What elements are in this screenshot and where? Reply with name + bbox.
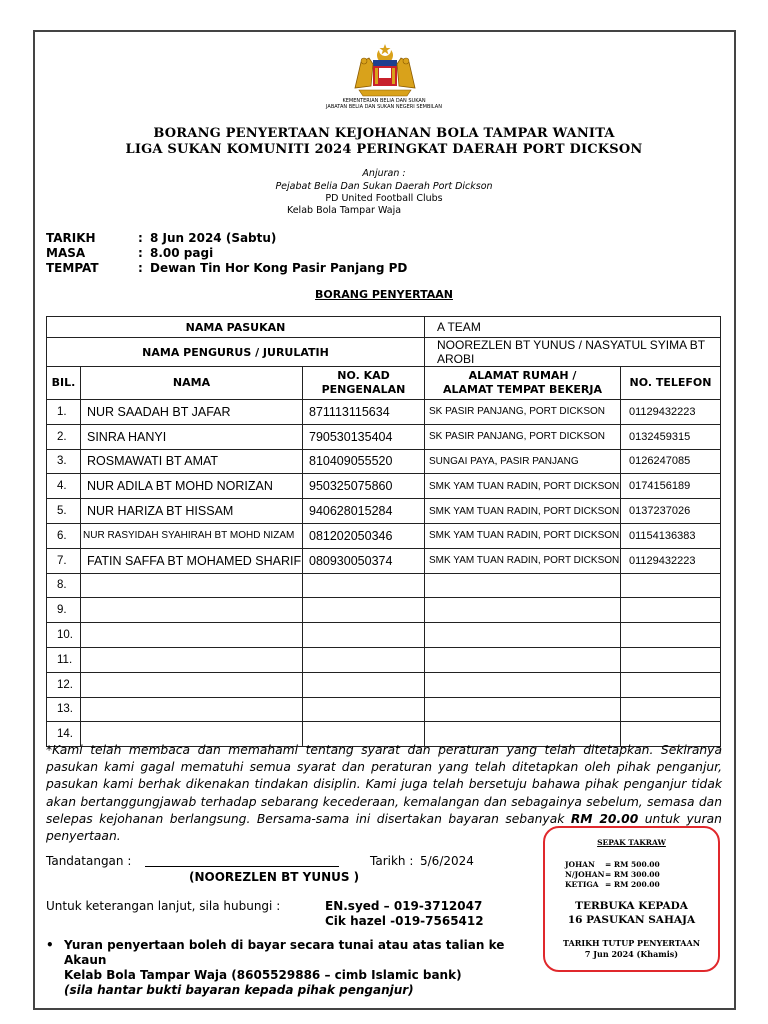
contact-person-2: Cik hazel -019-7565412 [325,914,484,928]
prize-title: SEPAK TAKRAW [597,838,666,847]
row-number: 6. [47,523,81,548]
row-address [425,647,621,672]
row-telefon: 0132459315 [621,424,721,449]
manager-row [47,338,721,367]
table-row [47,424,721,449]
entry-table [46,316,721,747]
row-telefon [621,573,721,598]
table-row [47,623,721,648]
separator: : [138,261,143,275]
table-row [47,449,721,474]
row-telefon: 01154136383 [621,523,721,548]
entry-fee: RM 20.00 [570,811,639,826]
row-number: 11. [47,647,81,672]
row-name: FATIN SAFFA BT MOHAMED SHARIF [81,548,303,573]
event-date-value: 8 Jun 2024 (Sabtu) [150,231,277,245]
row-number: 1. [47,400,81,425]
prize-row-ketiga: KETIGA = RM 200.00 [565,880,660,889]
row-ic [303,697,425,722]
ministry-name: KEMENTERIAN BELIA DAN SUKAN [342,98,426,104]
row-telefon: 01129432223 [621,400,721,425]
separator: : [138,231,143,245]
row-number: 14. [47,722,81,747]
row-address [425,573,621,598]
row-name: NUR ADILA BT MOHD NORIZAN [81,474,303,499]
table-row [47,647,721,672]
row-name: SINRA HANYI [81,424,303,449]
ministry-crest-logo [345,42,425,104]
row-number: 7. [47,548,81,573]
table-row [47,548,721,573]
event-venue-value: Dewan Tin Hor Kong Pasir Panjang PD [150,261,408,275]
row-name [81,647,303,672]
row-ic: 871113115634 [303,400,425,425]
row-address [425,598,621,623]
event-venue-row [46,261,407,275]
row-ic [303,573,425,598]
row-telefon [621,623,721,648]
anjuran-label: Anjuran : [362,168,406,179]
organizer-3: Kelab Bola Tampar Waja [286,205,402,216]
row-address [425,672,621,697]
event-venue-label: TEMPAT [46,261,99,275]
closing-date-value: 7 Jun 2024 (Khamis) [584,949,679,959]
row-ic: 810409055520 [303,449,425,474]
row-telefon: 0126247085 [621,449,721,474]
row-number: 9. [47,598,81,623]
row-address: SMK YAM TUAN RADIN, PORT DICKSON [425,499,621,524]
col-address: ALAMAT RUMAH / ALAMAT TEMPAT BEKERJA [425,367,621,400]
row-name [81,697,303,722]
team-name-row [47,317,721,338]
bullet-icon: • [46,938,54,952]
row-address: SUNGAI PAYA, PASIR PANJANG [425,449,621,474]
row-address: SK PASIR PANJANG, PORT DICKSON [425,400,621,425]
table-row [47,598,721,623]
event-date-row [46,231,276,245]
col-bil: BIL. [47,367,81,400]
signature-line [145,866,339,867]
event-time-value: 8.00 pagi [150,246,214,260]
department-name: JABATAN BELIA DAN SUKAN NEGERI SEMBILAN [326,104,442,110]
row-telefon: 0174156189 [621,474,721,499]
prize-row-johan: JOHAN = RM 500.00 [565,860,660,869]
table-row [47,697,721,722]
form-title-line1: BORANG PENYERTAAN KEJOHANAN BOLA TAMPAR WANITA [153,126,615,141]
row-ic [303,623,425,648]
row-telefon [621,598,721,623]
team-name-value: A TEAM [425,317,721,338]
organizer-1: Pejabat Belia Dan Sukan Daerah Port Dickson [275,181,493,192]
signer-name: (NOOREZLEN BT YUNUS ) [189,870,360,884]
row-number: 8. [47,573,81,598]
row-ic: 080930050374 [303,548,425,573]
contact-label: Untuk keterangan lanjut, sila hubungi : [46,899,281,913]
table-row [47,672,721,697]
table-row [47,573,721,598]
row-ic: 790530135404 [303,424,425,449]
open-to-line1: TERBUKA KEPADA [575,900,688,912]
row-name: NUR SAADAH BT JAFAR [81,400,303,425]
row-address [425,623,621,648]
open-to-line2: 16 PASUKAN SAHAJA [567,914,696,926]
form-heading: BORANG PENYERTAAN [315,288,453,301]
row-ic [303,672,425,697]
row-address [425,697,621,722]
signature-label: Tandatangan : [46,854,132,868]
signature-date-label: Tarikh : [370,854,414,868]
col-ic: NO. KAD PENGENALAN [303,367,425,400]
form-title-line2: LIGA SUKAN KOMUNITI 2024 PERINGKAT DAERAH PORT DICKSON [125,142,643,157]
event-time-row [46,246,213,260]
row-number: 4. [47,474,81,499]
row-telefon [621,647,721,672]
signature-date-value: 5/6/2024 [420,854,474,868]
row-telefon: 01129432223 [621,548,721,573]
table-row [47,474,721,499]
payment-line-2: Kelab Bola Tampar Waja (8605529886 – cimb Islamic bank) [64,968,462,982]
row-number: 5. [47,499,81,524]
row-address: SMK YAM TUAN RADIN, PORT DICKSON [425,523,621,548]
column-header-row [47,367,721,400]
col-telefon: NO. TELEFON [621,367,721,400]
row-name: NUR HARIZA BT HISSAM [81,499,303,524]
row-name [81,623,303,648]
row-name [81,672,303,697]
separator: : [138,246,143,260]
row-name [81,573,303,598]
row-telefon [621,672,721,697]
table-row [47,400,721,425]
manager-value: NOOREZLEN BT YUNUS / NASYATUL SYIMA BT AROBI [425,338,721,367]
row-ic [303,598,425,623]
declaration-text: *Kami telah membaca dan memahami tentang syarat dan peraturan yang telah ditetapkan. Sekiranya pasukan kami gagal mematuhi semua syarat dan peraturan yang telah ditetapkan oleh pihak penganjur, pasukan kami berhak dikenakan tindakan disiplin. Kami juga telah bersetuju bahawa pihak penganjur tidak akan bertanggungjawab terhadap sebarang kecederaan, kemalangan dan sebagainya sebelum, semasa dan selepas kejohanan berlangsung. Bersama-sama ini disertakan bayaran sebanyak RM 20.00 untuk yuran penyertaan. [46,743,722,844]
row-name [81,598,303,623]
organizer-2: PD United Football Clubs [325,193,443,204]
prize-box [543,826,720,972]
row-telefon: 0137237026 [621,499,721,524]
row-address: SK PASIR PANJANG, PORT DICKSON [425,424,621,449]
table-row [47,523,721,548]
row-telefon [621,697,721,722]
closing-date-label: TARIKH TUTUP PENYERTAAN [562,938,701,948]
col-nama: NAMA [81,367,303,400]
row-number: 13. [47,697,81,722]
row-number: 10. [47,623,81,648]
row-number: 12. [47,672,81,697]
row-ic [303,647,425,672]
event-time-label: MASA [46,246,86,260]
payment-line-3: (sila hantar bukti bayaran kepada pihak penganjur) [64,983,414,997]
manager-label: NAMA PENGURUS / JURULATIH [47,338,425,367]
row-number: 3. [47,449,81,474]
row-ic: 081202050346 [303,523,425,548]
event-date-label: TARIKH [46,231,96,245]
row-ic: 950325075860 [303,474,425,499]
contact-person-1: EN.syed – 019-3712047 [325,899,483,913]
payment-line-1: Yuran penyertaan boleh di bayar secara tunai atau atas talian ke Akaun [64,938,505,967]
row-address: SMK YAM TUAN RADIN, PORT DICKSON [425,548,621,573]
row-address: SMK YAM TUAN RADIN, PORT DICKSON [425,474,621,499]
row-name: ROSMAWATI BT AMAT [81,449,303,474]
team-name-label: NAMA PASUKAN [47,317,425,338]
row-ic: 940628015284 [303,499,425,524]
row-name: NUR RASYIDAH SYAHIRAH BT MOHD NIZAM [81,523,303,548]
prize-row-njohan: N/JOHAN = RM 300.00 [565,870,660,879]
table-row [47,499,721,524]
row-number: 2. [47,424,81,449]
